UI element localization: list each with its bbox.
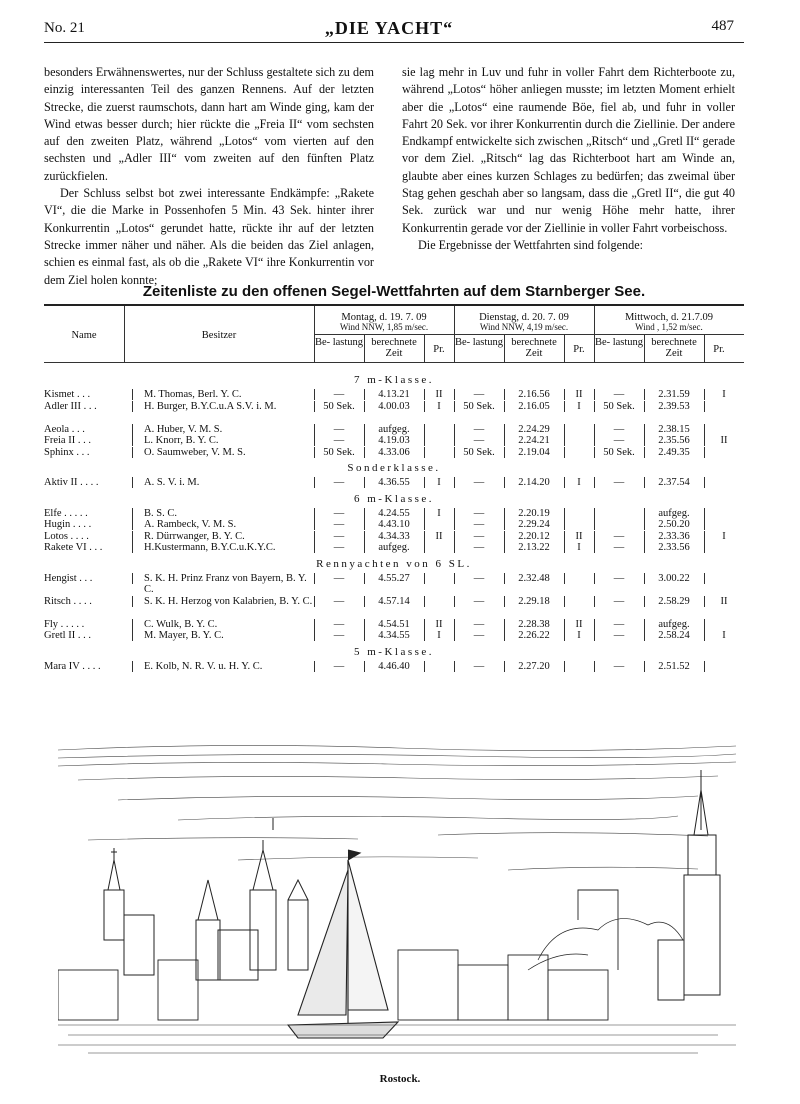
cell-time: aufgeg.	[658, 507, 690, 519]
cell-owner: B. S. C.	[144, 507, 177, 519]
cell-time: 4.55.27	[378, 572, 410, 584]
cell-name: Freia II . . .	[44, 435, 91, 446]
table-top-rule	[44, 304, 744, 306]
cell-handicap: —	[613, 542, 625, 553]
cell-name: Hengist . . .	[44, 572, 93, 584]
divider	[132, 619, 133, 630]
cell-time: 2.38.15	[658, 423, 690, 435]
table-title: Zeitenliste zu den offenen Segel-Wettfahrten auf dem Starnberger See.	[142, 283, 646, 300]
cell-name: Gretl II . . .	[44, 630, 91, 641]
cell-time: 4.43.10	[378, 519, 410, 530]
divider	[132, 508, 133, 519]
church-center	[196, 818, 308, 980]
prize-header: Pr.	[713, 344, 725, 355]
cell-handicap: —	[473, 542, 485, 553]
divider	[132, 531, 133, 542]
divider	[132, 519, 133, 530]
divider	[704, 447, 705, 458]
cell-prize: II	[575, 530, 583, 542]
day3-header: Mittwoch, d. 21.7.09	[624, 312, 714, 323]
cell-time: 2.32.48	[518, 572, 550, 584]
cell-owner: M. Mayer, B. Y. C.	[144, 630, 224, 641]
cell-owner: L. Knorr, B. Y. C.	[144, 435, 219, 446]
divider	[132, 447, 133, 458]
cell-owner: E. Kolb, N. R. V. u. H. Y. C.	[144, 660, 263, 672]
header-rule	[44, 42, 744, 43]
body-column-left	[44, 64, 374, 289]
cell-time: 4.46.40	[378, 660, 410, 672]
cell-prize: II	[435, 618, 443, 630]
divider	[704, 661, 705, 672]
divider	[564, 596, 565, 607]
cell-handicap: 50 Sek.	[463, 400, 495, 412]
cell-handicap: —	[473, 507, 485, 519]
table-row	[44, 572, 744, 595]
paragraph: Der Schluss selbst bot zwei interessante Endkämpfe: „Rakete VI“, die die Marke in Possenhofen 5 Min. 43 Sek. hinter ihrer Konkurrentin „Lotos“ gerundet hatte, rückte ihr auf der letzten Strecke immer näher und näher. Als die beiden das Ziel anlagen, schien es einmal fast, als ob die „Rakete VI“ ihre Konkurrentin vor dem Ziel holen konnte;	[44, 186, 374, 287]
divider	[132, 573, 133, 584]
calc-time-header: berechnete Zeit	[651, 337, 697, 359]
table-row	[44, 424, 744, 436]
paragraph: Die Ergebnisse der Wettfahrten sind folgende:	[418, 237, 643, 252]
prize-header: Pr.	[573, 344, 585, 355]
day1-wind: Wind NNW, 1,85 m/sec.	[339, 322, 429, 332]
divider	[704, 573, 705, 584]
cell-prize: II	[435, 389, 443, 400]
page-header	[44, 16, 734, 40]
col-header-owner: Besitzer	[201, 330, 237, 341]
water	[58, 1025, 736, 1053]
cell-time: 2.20.12	[518, 530, 550, 542]
cell-handicap: —	[333, 423, 345, 435]
cell-name: Kismet . . .	[44, 389, 91, 400]
cell-time: 4.13.21	[378, 389, 410, 400]
cell-prize: I	[577, 542, 581, 553]
divider	[564, 519, 565, 530]
cell-handicap: —	[613, 572, 625, 584]
divider	[704, 334, 705, 362]
divider	[704, 619, 705, 630]
divider	[504, 334, 505, 362]
header-bottom-rule	[44, 362, 744, 363]
cell-prize: II	[575, 389, 583, 400]
cell-time: 2.16.05	[518, 400, 550, 412]
cell-handicap: 50 Sek.	[323, 446, 355, 458]
calc-time-header: berechnete Zeit	[511, 337, 557, 359]
cell-time: 4.57.14	[378, 595, 410, 607]
day2-wind: Wind NNW, 4,19 m/sec.	[479, 322, 569, 332]
cell-handicap: —	[613, 389, 625, 400]
cell-time: 4.33.06	[378, 446, 410, 458]
cell-prize: I	[722, 389, 726, 400]
cell-handicap: —	[613, 660, 625, 672]
cell-prize: I	[577, 477, 581, 488]
cell-time: 2.20.19	[518, 507, 550, 519]
divider	[424, 573, 425, 584]
church-tower-right	[658, 770, 720, 1000]
divider	[594, 508, 595, 519]
cell-handicap: —	[333, 618, 345, 630]
cell-time: 4.54.51	[378, 618, 410, 630]
cell-handicap: —	[333, 660, 345, 672]
cell-name: Rakete VI . . .	[44, 542, 103, 553]
table-row	[44, 619, 744, 631]
subheader-rule	[314, 334, 744, 335]
cell-handicap: —	[333, 477, 345, 488]
divider	[644, 334, 645, 362]
church-left	[104, 848, 154, 975]
cell-owner: O. Saumweber, V. M. S.	[144, 446, 246, 458]
cell-time: 2.58.29	[658, 595, 690, 607]
cell-time: 3.00.22	[658, 572, 690, 584]
cell-time: 2.51.52	[658, 660, 690, 672]
divider	[424, 661, 425, 672]
divider	[564, 661, 565, 672]
cell-time: 4.34.55	[378, 630, 410, 641]
cell-time: 2.26.22	[518, 630, 550, 641]
cell-prize: I	[577, 400, 581, 412]
cell-time: 2.24.21	[518, 435, 550, 446]
cell-prize: I	[437, 630, 441, 641]
issue-number: No. 21	[44, 20, 85, 36]
handicap-header: Be- lastung	[314, 337, 364, 348]
cell-time: 2.35.56	[658, 435, 690, 446]
sailboat	[288, 850, 398, 1038]
cell-handicap: 50 Sek.	[463, 446, 495, 458]
divider	[564, 424, 565, 435]
cell-owner: S. K. H. Prinz Franz von Bayern, B. Y. C.	[144, 572, 307, 595]
divider	[704, 542, 705, 553]
cell-time: 2.39.53	[658, 400, 690, 412]
cell-name: Sphinx . . .	[44, 446, 90, 458]
divider	[424, 435, 425, 446]
cell-prize: II	[435, 530, 443, 542]
cell-handicap: —	[613, 618, 625, 630]
cell-time: aufgeg.	[378, 423, 410, 435]
cell-handicap: —	[613, 477, 625, 488]
cell-owner: S. K. H. Herzog von Kalabrien, B. Y. C.	[144, 595, 313, 607]
section-title: Sonderklasse.	[347, 462, 441, 474]
divider	[564, 573, 565, 584]
section-title: 7 m-Klasse.	[353, 374, 435, 386]
cell-prize: I	[437, 477, 441, 488]
cell-time: 2.27.20	[518, 660, 550, 672]
paragraph: besonders Erwähnenswertes, nur der Schluss gestaltete sich zu dem einzig interessanten Teil des ganzen Rennens. Auf der letzten Strecke, die zuerst raumschots, dann hart am Winde ging, kam der Wind etwas besser durch; hier rückte die „Freia II“ vom sechsten auf den zweiten Platz, während „Lotos“ vom vierten auf den sechsten und „Adler III“ vom zweiten auf den fünften Platz zurückfielen.	[44, 65, 374, 183]
divider	[132, 401, 133, 412]
cell-time: 2.50.20	[658, 519, 690, 530]
body-column-right	[402, 64, 735, 254]
cell-time: aufgeg.	[658, 618, 690, 630]
divider	[704, 424, 705, 435]
sky-hatching	[58, 745, 736, 870]
cell-time: 2.33.56	[658, 542, 690, 553]
cell-time: 2.29.24	[518, 519, 550, 530]
section-title: 5 m-Klasse.	[353, 645, 435, 658]
cell-handicap: —	[333, 630, 345, 641]
cell-handicap: 50 Sek.	[323, 400, 355, 412]
cell-time: 2.19.04	[518, 446, 550, 458]
divider	[132, 477, 133, 488]
table-row	[44, 531, 744, 543]
handicap-header: Be- lastung	[454, 337, 504, 348]
cell-owner: A. Huber, V. M. S.	[144, 423, 223, 435]
table-row	[44, 435, 744, 447]
cell-time: 2.37.54	[658, 477, 690, 488]
cell-time: 2.24.29	[518, 423, 550, 435]
cell-time: 4.00.03	[378, 400, 410, 412]
cell-time: 2.14.20	[518, 477, 550, 488]
divider	[132, 630, 133, 641]
divider	[594, 519, 595, 530]
cell-time: 2.16.56	[518, 389, 550, 400]
cell-name: Aktiv II . . . .	[44, 477, 99, 488]
table-row	[44, 477, 744, 489]
cell-owner: H.Kustermann, B.Y.C.u.K.Y.C.	[144, 542, 276, 553]
cell-handicap: —	[473, 618, 485, 630]
divider	[564, 334, 565, 362]
cell-time: 2.28.38	[518, 618, 550, 630]
divider	[424, 334, 425, 362]
cell-prize: II	[720, 435, 728, 446]
day3-wind: Wind , 1,52 m/sec.	[635, 322, 703, 332]
cell-handicap: —	[473, 389, 485, 400]
cell-time: 4.36.55	[378, 477, 410, 488]
divider	[564, 435, 565, 446]
section-title: Rennyachten von 6 SL.	[316, 557, 472, 570]
divider	[564, 447, 565, 458]
table-row	[44, 661, 744, 673]
cell-name: Lotos . . . .	[44, 530, 89, 542]
cell-handicap: —	[333, 595, 345, 607]
divider	[424, 542, 425, 553]
page-number: 487	[711, 18, 734, 34]
cell-handicap: —	[473, 630, 485, 641]
cell-name: Mara IV . . . .	[44, 660, 101, 672]
paragraph: sie lag mehr in Luv und fuhr in voller Fahrt dem Richterboote zu, während „Lotos“ höher anliegen musste; im letzten Moment erhielt aber die „Lotos“ eine raumende Böe, fiel ab, und fuhr in voller Fahrt 20 Sek. vor ihrer Konkurrentin durch die Ziellinie. Der andere Endkampf entwickelte sich zwischen „Ritsch“ und „Gretl II“ gerade vor dem Ziel. „Ritsch“ lag das Richterboot hart am Winde an, glaubte aber eines kurzen Schlages zu bedürfen; das zweimal über Stag gehen geschah aber so langsam, dass die „Gretl II“, die gut 40 Sek. zurück war und nur wenig Höhe mehr hatte, ihrer Konkurrentin gerade vor der Ziellinie in voller Fahrt vorbeischoss.	[402, 65, 735, 235]
cell-owner: A. S. V. i. M.	[144, 477, 200, 488]
cell-owner: H. Burger, B.Y.C.u.A S.V. i. M.	[144, 400, 277, 412]
cell-handicap: —	[333, 519, 345, 530]
cell-prize: I	[437, 507, 441, 519]
divider	[704, 477, 705, 488]
divider	[704, 519, 705, 530]
cell-handicap: —	[613, 423, 625, 435]
rostock-illustration	[58, 740, 736, 1060]
cell-name: Fly . . . . .	[44, 618, 85, 630]
divider	[424, 596, 425, 607]
cell-handicap: —	[473, 519, 485, 530]
table-row	[44, 447, 744, 459]
table-row	[44, 519, 744, 531]
handicap-header: Be- lastung	[594, 337, 644, 348]
cell-name: Elfe . . . . .	[44, 507, 88, 519]
cell-prize: I	[577, 630, 581, 641]
cell-time: 2.33.36	[658, 530, 690, 542]
cell-handicap: —	[473, 595, 485, 607]
table-row	[44, 401, 744, 413]
cell-handicap: —	[333, 572, 345, 584]
col-header-name: Name	[71, 330, 97, 341]
cell-handicap: —	[333, 507, 345, 519]
cell-name: Aeola . . .	[44, 423, 85, 435]
table-row	[44, 630, 744, 642]
journal-title: „DIE YACHT“	[324, 18, 454, 38]
cell-handicap: —	[473, 423, 485, 435]
divider	[132, 389, 133, 400]
cell-name: Adler III . . .	[44, 400, 97, 412]
cell-time: 2.29.18	[518, 595, 550, 607]
cell-time: 2.13.22	[518, 542, 550, 553]
cell-handicap: —	[473, 572, 485, 584]
cell-owner: C. Wulk, B. Y. C.	[144, 618, 218, 630]
divider	[704, 401, 705, 412]
divider	[704, 508, 705, 519]
cell-handicap: —	[333, 542, 345, 553]
cell-time: 4.24.55	[378, 507, 410, 519]
cell-handicap: —	[473, 660, 485, 672]
divider	[424, 447, 425, 458]
cell-handicap: —	[473, 477, 485, 488]
cell-handicap: —	[333, 389, 345, 400]
cell-handicap: 50 Sek.	[603, 400, 635, 412]
divider	[424, 519, 425, 530]
day2-header: Dienstag, d. 20. 7. 09	[479, 312, 569, 323]
divider	[132, 596, 133, 607]
cell-handicap: —	[613, 630, 625, 641]
illustration-caption: Rostock.	[379, 1073, 421, 1085]
cell-prize: I	[722, 630, 726, 641]
cell-time: aufgeg.	[378, 542, 410, 553]
table-row	[44, 542, 744, 554]
divider	[364, 334, 365, 362]
cell-prize: I	[722, 530, 726, 542]
cell-time: 2.31.59	[658, 389, 690, 400]
cell-handicap: —	[473, 530, 485, 542]
divider	[424, 424, 425, 435]
cell-handicap: —	[333, 530, 345, 542]
cell-handicap: —	[613, 530, 625, 542]
cell-handicap: —	[333, 435, 345, 446]
cell-prize: I	[437, 400, 441, 412]
section-title: 6 m-Klasse.	[353, 492, 435, 505]
trees	[528, 919, 683, 970]
calc-time-header: berechnete Zeit	[371, 337, 417, 359]
cell-handicap: —	[473, 435, 485, 446]
cell-handicap: 50 Sek.	[603, 446, 635, 458]
divider	[132, 424, 133, 435]
cell-time: 2.58.24	[658, 630, 690, 641]
divider	[132, 435, 133, 446]
divider	[564, 508, 565, 519]
cell-owner: R. Dürrwanger, B. Y. C.	[144, 530, 245, 542]
divider	[132, 661, 133, 672]
cell-name: Ritsch . . . .	[44, 595, 92, 607]
cell-owner: A. Rambeck, V. M. S.	[144, 519, 237, 530]
cell-prize: II	[720, 595, 728, 607]
cell-handicap: —	[613, 595, 625, 607]
prize-header: Pr.	[433, 344, 445, 355]
table-row	[44, 389, 744, 401]
table-row	[44, 596, 744, 608]
cell-owner: M. Thomas, Berl. Y. C.	[144, 389, 242, 400]
table-row	[44, 508, 744, 520]
cell-handicap: —	[613, 435, 625, 446]
divider	[132, 542, 133, 553]
cell-prize: II	[575, 618, 583, 630]
cell-time: 2.49.35	[658, 446, 690, 458]
day1-header: Montag, d. 19. 7. 09	[341, 312, 427, 323]
cell-name: Hugin . . . .	[44, 519, 92, 530]
cell-time: 4.34.33	[378, 530, 410, 542]
cell-time: 4.19.03	[378, 435, 410, 446]
